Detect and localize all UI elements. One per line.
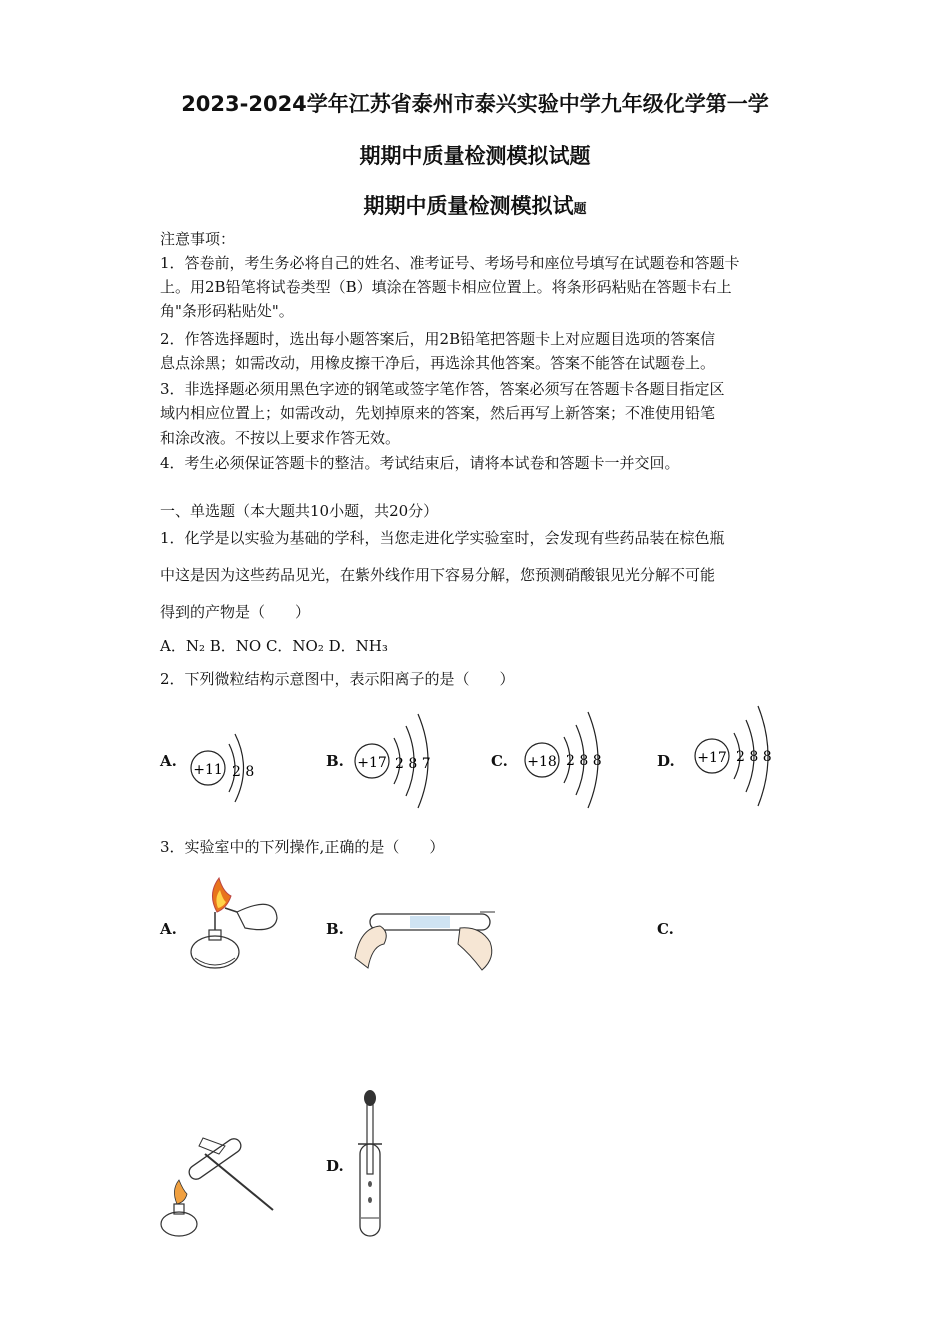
question-1-line: 得到的产物是（ ）	[160, 603, 311, 621]
liquid	[410, 916, 450, 928]
alcohol-lamp-body	[161, 1212, 197, 1236]
notice-heading: 注意事项：	[160, 230, 236, 248]
atom-diagram-d	[688, 700, 788, 808]
question-1-options: A．N₂ B．NO C．NO₂ D．NH₃	[160, 637, 388, 655]
left-hand-icon	[355, 926, 386, 968]
test-tube	[360, 1144, 380, 1236]
test-tube-shaking-illustration	[350, 898, 505, 973]
second-lamp-body	[237, 904, 277, 929]
liquid-drop	[368, 1181, 372, 1187]
atom-diagram-c	[518, 706, 618, 811]
liquid-drop	[368, 1197, 372, 1203]
exam-title-line3-small: 题	[573, 202, 587, 217]
option-b-label: B.	[326, 752, 344, 770]
exam-title-line1: 2023-2024学年江苏省泰州市泰兴实验中学九年级化学第一学	[181, 92, 769, 116]
question-1-line: 中这是因为这些药品见光，在紫外线作用下容易分解，您预测硝酸银见光分解不可能	[160, 566, 716, 584]
electron-counts: 2 8 8	[736, 749, 772, 765]
option-c-label: C.	[491, 752, 508, 770]
option-d-label: D.	[657, 752, 675, 770]
exam-title-line3	[0, 190, 950, 220]
atom-diagram-a	[185, 722, 265, 812]
option-a-label: A.	[160, 920, 177, 938]
alcohol-lamp-lighting-illustration	[185, 872, 285, 977]
flame-icon	[212, 878, 231, 912]
nucleus-charge: +18	[527, 754, 557, 770]
lamp-neck	[209, 930, 221, 940]
notice-line: 1．答卷前，考生务必将自己的姓名、准考证号、考场号和座位号填写在试题卷和答题卡	[160, 254, 740, 272]
second-lamp-wick	[225, 908, 237, 912]
test-tube-heating-illustration	[155, 1128, 280, 1243]
dropper-test-tube-illustration	[350, 1088, 390, 1240]
question-3-stem: 3．实验室中的下列操作,正确的是（ ）	[160, 838, 445, 856]
dropper-tube	[367, 1104, 373, 1174]
notice-line: 2．作答选择题时，选出每小题答案后，用2B铅笔把答题卡上对应题目选项的答案信	[160, 330, 716, 348]
question-1-line: 1．化学是以实验为基础的学科，当您走进化学实验室时，会发现有些药品装在棕色瓶	[160, 529, 725, 547]
electron-counts: 2 8 7	[395, 756, 431, 772]
notice-line: 域内相应位置上；如需改动，先划掉原来的答案，然后再写上新答案；不准使用铅笔	[160, 404, 716, 422]
exam-title-line2: 期期中质量检测模拟试题	[359, 144, 591, 168]
notice-line: 4．考生必须保证答题卡的整洁。考试结束后，请将本试卷和答题卡一并交回。	[160, 454, 680, 472]
question-2-stem: 2．下列微粒结构示意图中，表示阳离子的是（ ）	[160, 670, 515, 688]
notice-line: 角"条形码粘贴处"。	[160, 302, 294, 320]
nucleus-charge: +17	[697, 750, 727, 766]
notice-line: 和涂改液。不按以上要求作答无效。	[160, 429, 401, 447]
lamp-base-lines	[195, 958, 235, 965]
option-b-label: B.	[326, 920, 344, 938]
notice-line: 息点涂黑；如需改动，用橡皮擦干净后，再选涂其他答案。答案不能答在试题卷上。	[160, 354, 716, 372]
notice-line: 3．非选择题必须用黑色字迹的钢笔或签字笔作答，答案必须写在答题卡各题目指定区	[160, 380, 725, 398]
right-hand-icon	[458, 928, 492, 970]
electron-counts: 2 8	[232, 764, 255, 780]
electron-counts: 2 8 8	[566, 753, 602, 769]
exam-title-line3-main: 期期中质量检测模拟试	[363, 194, 574, 218]
tilted-test-tube	[186, 1136, 243, 1182]
nucleus-charge: +17	[357, 755, 387, 771]
option-d-label: D.	[326, 1157, 344, 1175]
nucleus-charge: +11	[193, 762, 223, 778]
section-heading: 一、单选题（本大题共10小题，共20分）	[160, 502, 439, 520]
notice-line: 上。用2B铅笔将试卷类型（B）填涂在答题卡相应位置上。将条形码粘贴在答题卡右上	[160, 278, 732, 296]
atom-diagram-b	[350, 708, 445, 813]
flame-icon	[174, 1180, 187, 1204]
test-tube-clamp	[205, 1154, 273, 1210]
lamp-body	[191, 936, 239, 968]
option-c-label: C.	[657, 920, 674, 938]
option-a-label: A.	[160, 752, 177, 770]
